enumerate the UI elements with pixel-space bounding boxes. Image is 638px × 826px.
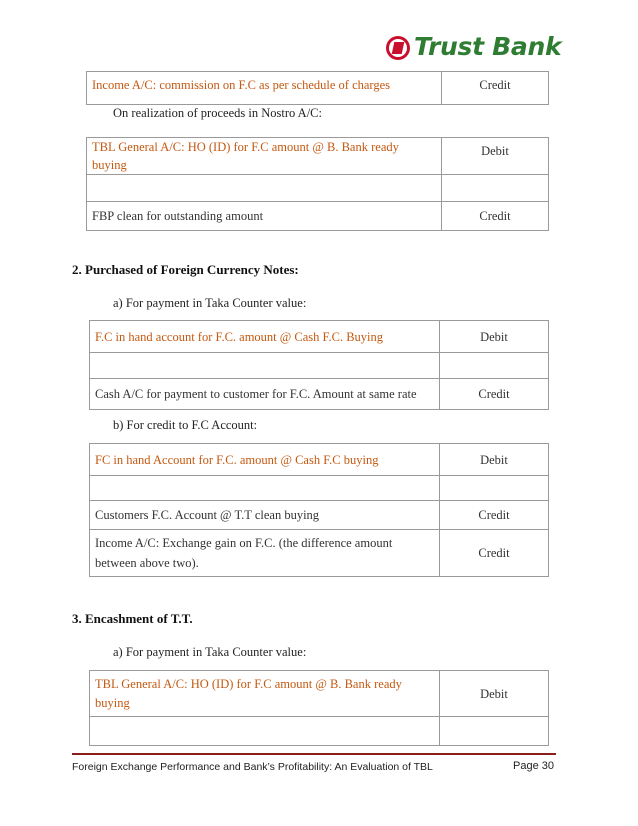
table-row bbox=[87, 202, 549, 231]
trust-bank-emblem-icon bbox=[386, 36, 410, 60]
entry-description: TBL General A/C: HO (ID) for F.C amount @ B. Bank ready buying bbox=[87, 138, 442, 175]
trust-bank-logo bbox=[386, 32, 562, 64]
entry-type bbox=[440, 717, 549, 746]
table-row bbox=[87, 138, 549, 175]
journal-table-commission bbox=[86, 71, 549, 105]
logo-text: Trust Bank bbox=[414, 32, 562, 61]
entry-type: Credit bbox=[440, 379, 549, 410]
table-row bbox=[90, 530, 549, 577]
journal-table-2a bbox=[89, 320, 549, 410]
entry-description bbox=[90, 717, 440, 746]
entry-type bbox=[442, 175, 549, 202]
entry-description bbox=[90, 476, 440, 501]
entry-type: Debit bbox=[440, 321, 549, 353]
table-row bbox=[87, 72, 549, 105]
entry-description: Cash A/C for payment to customer for F.C. Amount at same rate bbox=[90, 379, 440, 410]
entry-type: Credit bbox=[442, 202, 549, 231]
journal-table-nostro bbox=[86, 137, 549, 231]
journal-table-3a bbox=[89, 670, 549, 746]
subheading-2b: b) For credit to F.C Account: bbox=[113, 418, 258, 432]
entry-description: TBL General A/C: HO (ID) for F.C amount @ B. Bank ready buying bbox=[90, 671, 440, 717]
entry-description: F.C in hand account for F.C. amount @ Cash F.C. Buying bbox=[90, 321, 440, 353]
entry-type: Credit bbox=[442, 72, 549, 105]
subheading-3a: a) For payment in Taka Counter value: bbox=[113, 645, 307, 659]
note-nostro: On realization of proceeds in Nostro A/C: bbox=[113, 106, 322, 120]
table-row bbox=[90, 501, 549, 530]
entry-description: FC in hand Account for F.C. amount @ Cash F.C buying bbox=[90, 444, 440, 476]
page-number: Page 30 bbox=[513, 760, 554, 772]
entry-type: Debit bbox=[442, 138, 549, 175]
table-row bbox=[90, 444, 549, 476]
entry-description: Income A/C: Exchange gain on F.C. (the difference amount between above two). bbox=[90, 530, 440, 577]
journal-table-2b bbox=[89, 443, 549, 577]
section-heading-3: 3. Encashment of T.T. bbox=[72, 611, 193, 626]
table-row bbox=[90, 671, 549, 717]
subheading-2a: a) For payment in Taka Counter value: bbox=[113, 296, 307, 310]
footer-title: Foreign Exchange Performance and Bank’s Profitability: An Evaluation of TBL bbox=[72, 761, 433, 773]
entry-description: Customers F.C. Account @ T.T clean buying bbox=[90, 501, 440, 530]
entry-type bbox=[440, 353, 549, 379]
table-row bbox=[90, 379, 549, 410]
entry-description: FBP clean for outstanding amount bbox=[87, 202, 442, 231]
entry-type: Credit bbox=[440, 530, 549, 577]
entry-type: Credit bbox=[440, 501, 549, 530]
table-row bbox=[87, 175, 549, 202]
entry-type: Debit bbox=[440, 671, 549, 717]
entry-type bbox=[440, 476, 549, 501]
table-row bbox=[90, 476, 549, 501]
table-row bbox=[90, 717, 549, 746]
table-row bbox=[90, 321, 549, 353]
footer-divider bbox=[72, 753, 556, 755]
section-heading-2: 2. Purchased of Foreign Currency Notes: bbox=[72, 262, 299, 277]
entry-description: Income A/C: commission on F.C as per schedule of charges bbox=[87, 72, 442, 105]
table-row bbox=[90, 353, 549, 379]
entry-description bbox=[87, 175, 442, 202]
entry-type: Debit bbox=[440, 444, 549, 476]
entry-description bbox=[90, 353, 440, 379]
